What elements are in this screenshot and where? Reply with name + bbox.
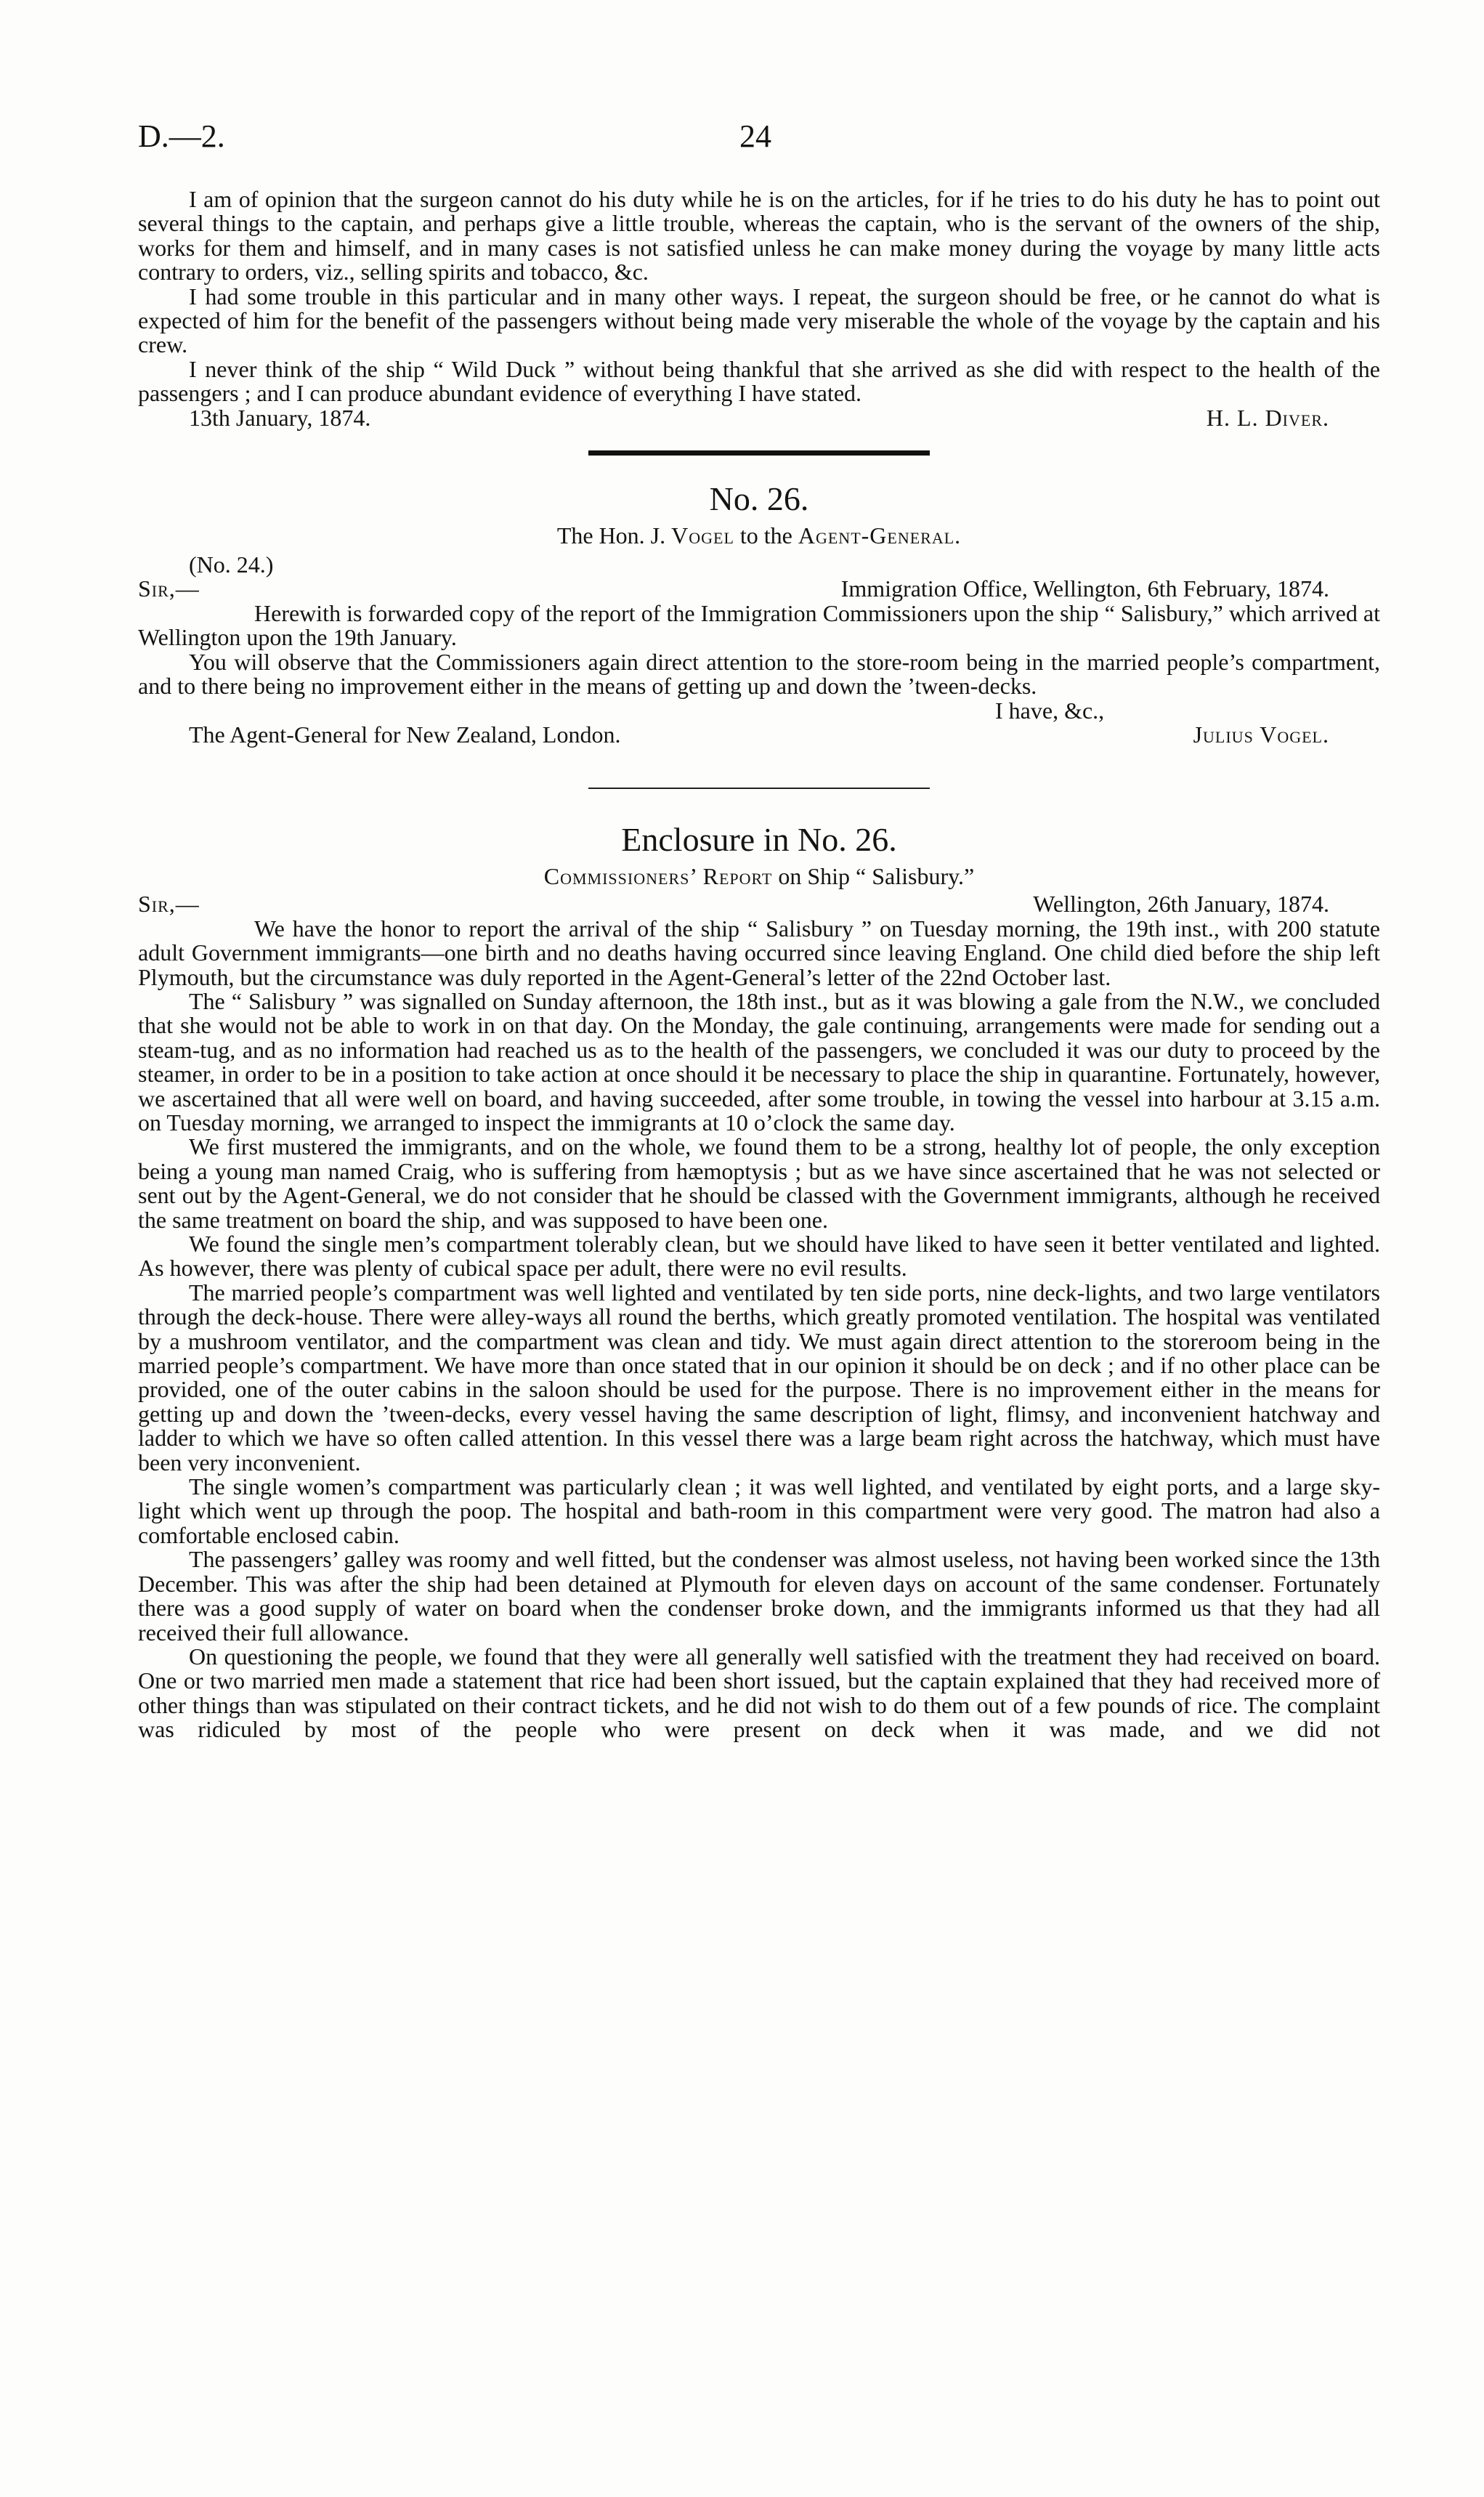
page-body: [138, 187, 1380, 1742]
sender-address: Immigration Office, Wellington, 6th February, 1874.: [840, 575, 1329, 602]
body-paragraph: I am of opinion that the surgeon cannot do his duty while he is on the articles, for if he tries to do his duty he has to point out several things to the captain, and perhaps give a little trouble, whereas the captain, who is the servant of the owners of the ship, works for them and himself, and in many cases is not satisfied unless he can make money during the voyage by many little acts contrary to orders, viz., selling spirits and tobacco, &c.: [138, 186, 1380, 286]
body-paragraph: The single women’s compartment was particularly clean ; it was well lighted, and ventilated by eight ports, and a large sky-light which went up through the poop. The hospital and bath-room in this compartment were very good. The matron had also a comfortable enclosed cabin.: [138, 1473, 1380, 1548]
body-paragraph: We have the honor to report the arrival of the ship “ Salisbury ” on Tuesday morning, the 19th inst., with 200 statute adult Government immigrants—one birth and no deaths having occurred since leaving England. One child died before the ship left Plymouth, but the circumstance was duly reported in the Agent-General’s letter of the 22nd October last.: [138, 915, 1380, 990]
letter-signoff: [138, 723, 1380, 747]
subtitle-caps: Commissioners’ Report: [543, 863, 773, 890]
body-paragraph: On questioning the people, we found that they were all generally well satisfied with the treatment they had received on board. One or two married men made a statement that rice had been short issued, but the captain explained that they had received more of other things than was stipulated on their contract tickets, and he did not wish to do them out of a few pounds of rice. The complaint was ridiculed by most of the people who were present on deck when it was made, and we did not: [138, 1643, 1380, 1743]
body-paragraph: I had some trouble in this particular and in many other ways. I repeat, the surgeon should be free, or he cannot do what is expected of him for the benefit of the passengers without being made very miserable the whole of the voyage by the captain and his crew.: [138, 283, 1380, 358]
section-divider: [588, 788, 930, 789]
subtitle-recipient: Agent-General.: [798, 522, 962, 549]
body-paragraph: The married people’s compartment was well lighted and ventilated by ten side ports, nine deck-lights, and two large ventilators through the deck-house. There were alley-ways all round the berths, which greatly promoted ventilation. The hospital was ventilated by a mushroom ventilator, and the compartment was clean and tidy. We must again direct attention to the storeroom being in the married people’s compartment. We have more than once stated that in our opinion it should be on deck ; and if no other place can be provided, one of the outer cabins in the saloon should be used for the purpose. There is no improvement either in the means for getting up and down the ’tween-decks, every vessel having the same description of light, flimsy, and inconvenient hatchway and ladder to which we have so often called attention. In this vessel there was a large beam right across the hatchway, which must have been very inconvenient.: [138, 1279, 1380, 1476]
body-paragraph: I never think of the ship “ Wild Duck ” without being thankful that she arrived as she did with respect to the health of the passengers ; and I can produce abundant evidence of everything I have stated.: [138, 355, 1380, 407]
letter-signoff: [138, 406, 1380, 430]
document-title: No. 26.: [709, 480, 809, 518]
salutation: Sir,—: [138, 891, 200, 918]
salutation: Sir,—: [138, 575, 200, 602]
page-number: 24: [739, 118, 771, 154]
page-header: [138, 118, 1373, 161]
document-subtitle: [138, 522, 1380, 549]
letter-date: 13th January, 1874.: [189, 404, 371, 431]
enclosure-subtitle: [138, 863, 1380, 889]
body-paragraph: Herewith is forwarded copy of the report of the Immigration Commissioners upon the ship “ Salisbury,” which arrived at Wellington upon the 19th January.: [138, 599, 1380, 651]
body-paragraph: The “ Salisbury ” was signalled on Sunday afternoon, the 18th inst., but as it was blowing a gale from the N.W., we concluded that she would not be able to work in on that day. On the Monday, the gale continuing, arrangements were made for sending out a steam-tug, and as no information had reached us as to the health of the passengers, we concluded it was our duty to proceed by the steamer, in order to be in a position to take action at once should it be necessary to place the ship in quarantine. Fortunately, however, we ascertained that all were well on board, and having succeeded, after some trouble, in towing the vessel into harbour at 3.15 a.m. on Tuesday morning, we arranged to inspect the immigrants at 10 o’clock the same day.: [138, 987, 1380, 1136]
subtitle-sender: Vogel: [671, 522, 734, 549]
body-paragraph: We first mustered the immigrants, and on the whole, we found them to be a strong, healthy lot of people, the only exception being a young man named Craig, who is suffering from hæmoptysis ; but as we have since ascertained that he was not selected or sent out by the Agent-General, we do not consider that he should be classed with the Government immigrants, although he received the same treatment on board the ship, and was supposed to have been one.: [138, 1133, 1380, 1233]
salutation-row: [138, 577, 1380, 601]
recipient-line: The Agent-General for New Zealand, London.: [189, 721, 621, 748]
reference-number: (No. 24.): [189, 551, 274, 578]
salutation-row: [138, 892, 1380, 916]
body-paragraph: The passengers’ galley was roomy and well fitted, but the condenser was almost useless, not having been worked since the 13th December. This was after the ship had been detained at Plymouth for eleven days on account of the same condenser. Fortunately there was a good supply of water on board when the condenser broke down, and the immigrants informed us that they had all received their full allowance.: [138, 1546, 1380, 1646]
diver-letter: [138, 187, 1380, 430]
letter-signature: H. L. Diver.: [1206, 404, 1329, 431]
subtitle-connector: to the: [739, 522, 792, 549]
closing-phrase: I have, &c.,: [995, 697, 1105, 724]
subtitle-rest: on Ship “ Salisbury.”: [778, 863, 975, 890]
body-paragraph: You will observe that the Commissioners again direct attention to the store-room being in the married people’s compartment, and to there being no improvement either in the means of getting up and down the ’tween-decks.: [138, 648, 1380, 700]
letter-signature: Julius Vogel.: [1193, 721, 1329, 748]
body-paragraph: We found the single men’s compartment tolerably clean, but we should have liked to have seen it better ventilated and lighted. As however, there was plenty of cubical space per adult, there were no evil results.: [138, 1231, 1380, 1282]
enclosure-in-no-26: [138, 821, 1380, 1741]
section-divider: [588, 450, 930, 456]
document-no-26: [138, 480, 1380, 747]
sender-address: Wellington, 26th January, 1874.: [1033, 891, 1329, 918]
enclosure-title: Enclosure in No. 26.: [621, 821, 897, 859]
subtitle-prefix: The Hon. J.: [556, 522, 666, 549]
document-reference: D.—2.: [138, 118, 225, 154]
